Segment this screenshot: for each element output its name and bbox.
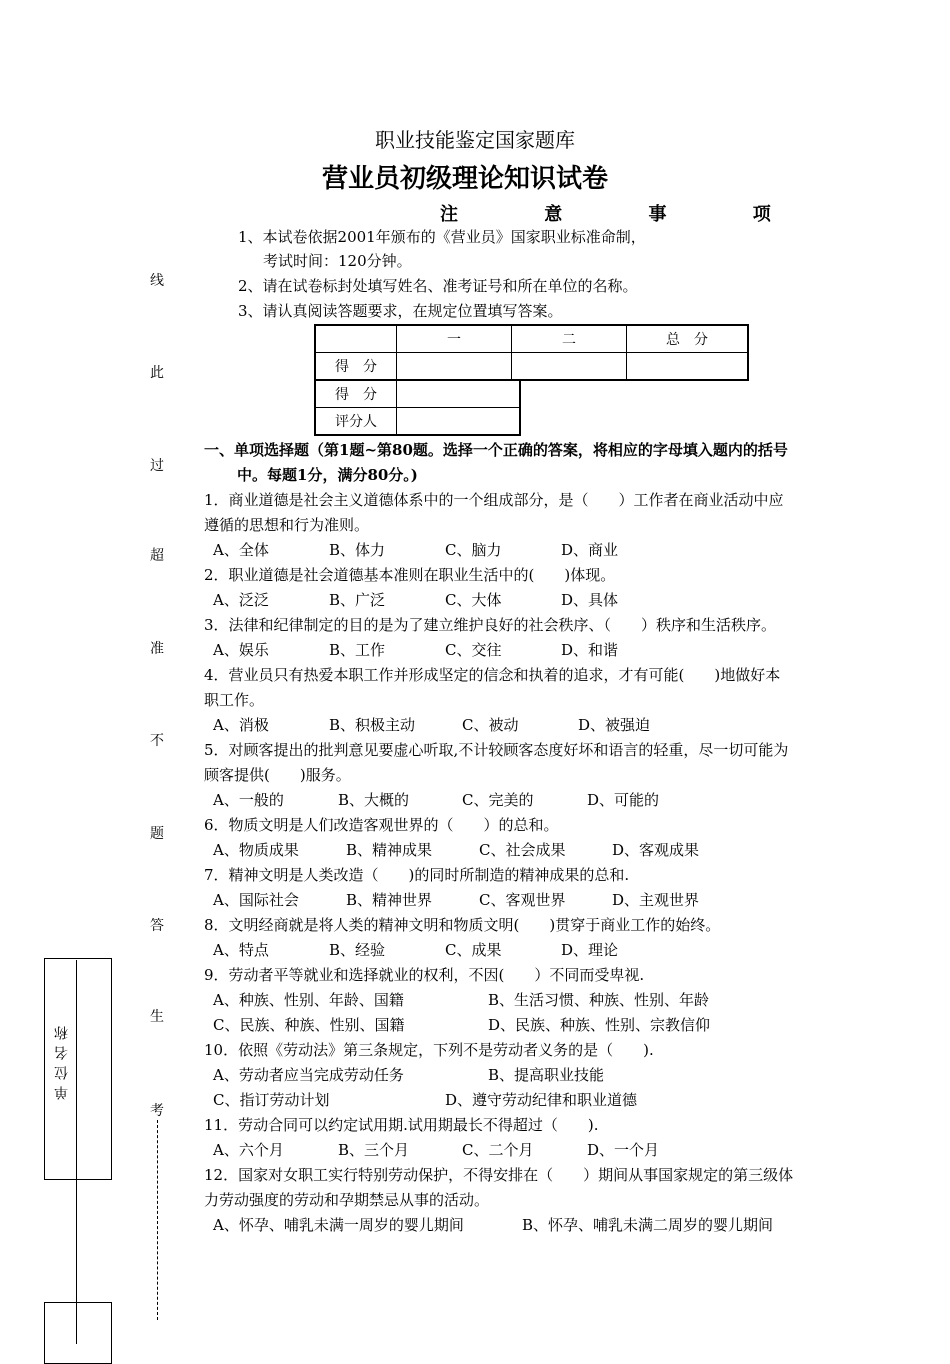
question-3-option: A、娱乐 xyxy=(213,641,269,659)
grader-table xyxy=(314,379,521,436)
grader-score-cell[interactable] xyxy=(397,380,521,408)
unit-name-label: 单位名称 xyxy=(54,1020,70,1100)
question-2-option: D、具体 xyxy=(561,591,619,609)
question-12-option: B、怀孕、哺乳未满二周岁的婴儿期间 xyxy=(522,1216,774,1234)
sidebar-char: 超 xyxy=(150,548,164,564)
header-subtitle: 职业技能鉴定国家题库 xyxy=(375,128,575,152)
question-1-option: B、体力 xyxy=(329,541,386,559)
score-header-1: 一 xyxy=(397,325,512,353)
score-cell-total[interactable] xyxy=(627,353,749,381)
score-header-2: 二 xyxy=(512,325,627,353)
question-8-text: 8．文明经商就是将人类的精神文明和物质文明( )贯穿于商业工作的始终。 xyxy=(204,916,721,934)
question-4-option: C、被动 xyxy=(462,716,519,734)
instruction-3: 3、请认真阅读答题要求，在规定位置填写答案。 xyxy=(238,302,563,320)
question-9-option: D、民族、种族、性别、宗教信仰 xyxy=(488,1016,711,1034)
question-2-option: C、大体 xyxy=(445,591,502,609)
question-5-option: A、一般的 xyxy=(213,791,284,809)
name-box[interactable] xyxy=(44,1302,112,1364)
question-11-option: D、一个月 xyxy=(587,1141,660,1159)
question-6-option: A、物质成果 xyxy=(213,841,299,859)
sidebar-char: 考 xyxy=(150,1103,164,1119)
question-4-text: 职工作。 xyxy=(204,691,265,709)
sidebar-char: 线 xyxy=(150,273,164,289)
sidebar-char: 答 xyxy=(150,918,164,934)
question-7-option: B、精神世界 xyxy=(346,891,433,909)
section-title-cont: 中。每题1分，满分80分。) xyxy=(237,466,418,484)
question-12-text: 力劳动强度的劳动和孕期禁忌从事的活动。 xyxy=(204,1191,490,1209)
question-11-option: B、三个月 xyxy=(338,1141,410,1159)
question-1-text: 遵循的思想和行为准则。 xyxy=(204,516,370,534)
grader-cell[interactable] xyxy=(397,408,521,436)
question-6-option: B、精神成果 xyxy=(346,841,433,859)
question-2-option: B、广泛 xyxy=(329,591,386,609)
question-11-option: A、六个月 xyxy=(213,1141,284,1159)
cut-line xyxy=(157,1120,158,1320)
question-6-option: C、社会成果 xyxy=(479,841,566,859)
question-8-option: D、理论 xyxy=(561,941,619,959)
question-3-option: B、工作 xyxy=(329,641,386,659)
question-9-text: 9．劳动者平等就业和选择就业的权利，不因( ）不同而受卑视. xyxy=(204,966,645,984)
question-8-option: B、经验 xyxy=(329,941,386,959)
section-title: 一、单项选择题（第1题~第80题。选择一个正确的答案，将相应的字母填入题内的括号 xyxy=(204,441,788,459)
question-9-option: B、生活习惯、种族、性别、年龄 xyxy=(488,991,710,1009)
question-4-option: D、被强迫 xyxy=(578,716,651,734)
score-cell-1[interactable] xyxy=(397,353,512,381)
question-5-text: 顾客提供( )服务。 xyxy=(204,766,351,784)
question-1-text: 1．商业道德是社会主义道德体系中的一个组成部分，是（ ）工作者在商业活动中应 xyxy=(204,491,784,509)
score-table xyxy=(314,324,749,381)
question-2-option: A、泛泛 xyxy=(213,591,269,609)
unit-divider xyxy=(76,960,77,1344)
score-cell-2[interactable] xyxy=(512,353,627,381)
question-2-text: 2．职业道德是社会道德基本准则在职业生活中的( )体现。 xyxy=(204,566,616,584)
instruction-1: 1、本试卷依据2001年颁布的《营业员》国家职业标准命制， xyxy=(238,228,646,246)
question-8-option: C、成果 xyxy=(445,941,502,959)
question-1-option: A、全体 xyxy=(213,541,269,559)
question-1-option: C、脑力 xyxy=(445,541,502,559)
question-4-option: A、消极 xyxy=(213,716,269,734)
question-4-text: 4．营业员只有热爱本职工作并形成坚定的信念和执着的追求，才有可能( )地做好本 xyxy=(204,666,781,684)
score-header-total: 总 分 xyxy=(627,325,749,353)
question-5-text: 5．对顾客提出的批判意见要虚心听取,不计较顾客态度好坏和语言的轻重，尽一切可能为 xyxy=(204,741,789,759)
question-3-option: C、交往 xyxy=(445,641,502,659)
question-10-option: D、遵守劳动纪律和职业道德 xyxy=(445,1091,638,1109)
question-8-option: A、特点 xyxy=(213,941,269,959)
question-6-option: D、客观成果 xyxy=(612,841,700,859)
question-7-option: D、主观世界 xyxy=(612,891,700,909)
question-10-option: A、劳动者应当完成劳动任务 xyxy=(213,1066,404,1084)
instruction-1b: 考试时间：120分钟。 xyxy=(263,252,412,270)
sidebar-char: 题 xyxy=(150,826,164,842)
question-4-option: B、积极主动 xyxy=(329,716,416,734)
question-1-option: D、商业 xyxy=(561,541,619,559)
question-7-option: A、国际社会 xyxy=(213,891,299,909)
question-7-option: C、客观世界 xyxy=(479,891,566,909)
question-3-text: 3．法律和纪律制定的目的是为了建立维护良好的社会秩序、（ ）秩序和生活秩序。 xyxy=(204,616,777,634)
instruction-2: 2、请在试卷标封处填写姓名、准考证号和所在单位的名称。 xyxy=(238,277,638,295)
sidebar-char: 过 xyxy=(150,458,164,474)
page-title: 营业员初级理论知识试卷 xyxy=(321,164,608,194)
question-11-text: 11．劳动合同可以约定试用期.试用期最长不得超过（ ). xyxy=(204,1116,599,1134)
question-10-option: B、提高职业技能 xyxy=(488,1066,605,1084)
question-10-option: C、指订劳动计划 xyxy=(213,1091,330,1109)
question-5-option: B、大概的 xyxy=(338,791,410,809)
sidebar-char: 此 xyxy=(150,365,164,381)
question-6-text: 6．物质文明是人们改造客观世界的（ ）的总和。 xyxy=(204,816,559,834)
question-9-option: C、民族、种族、性别、国籍 xyxy=(213,1016,405,1034)
grader-label: 评分人 xyxy=(315,408,397,436)
question-9-option: A、种族、性别、年龄、国籍 xyxy=(213,991,404,1009)
sidebar-char: 不 xyxy=(150,733,164,749)
grader-score-label: 得 分 xyxy=(315,380,397,408)
notice-heading: 注 意 事 项 xyxy=(440,204,811,225)
question-5-option: D、可能的 xyxy=(587,791,660,809)
score-table-corner xyxy=(315,325,397,353)
question-10-text: 10．依照《劳动法》第三条规定，下列不是劳动者义务的是（ ). xyxy=(204,1041,654,1059)
question-7-text: 7．精神文明是人类改造（ )的同时所制造的精神成果的总和. xyxy=(204,866,630,884)
question-5-option: C、完美的 xyxy=(462,791,534,809)
sidebar-char: 生 xyxy=(150,1009,164,1025)
question-12-option: A、怀孕、哺乳未满一周岁的婴儿期间 xyxy=(213,1216,464,1234)
question-11-option: C、二个月 xyxy=(462,1141,534,1159)
question-12-text: 12．国家对女职工实行特别劳动保护，不得安排在（ ）期间从事国家规定的第三级体 xyxy=(204,1166,794,1184)
question-3-option: D、和谐 xyxy=(561,641,619,659)
sidebar-char: 准 xyxy=(150,641,164,657)
score-row-label: 得 分 xyxy=(315,353,397,381)
